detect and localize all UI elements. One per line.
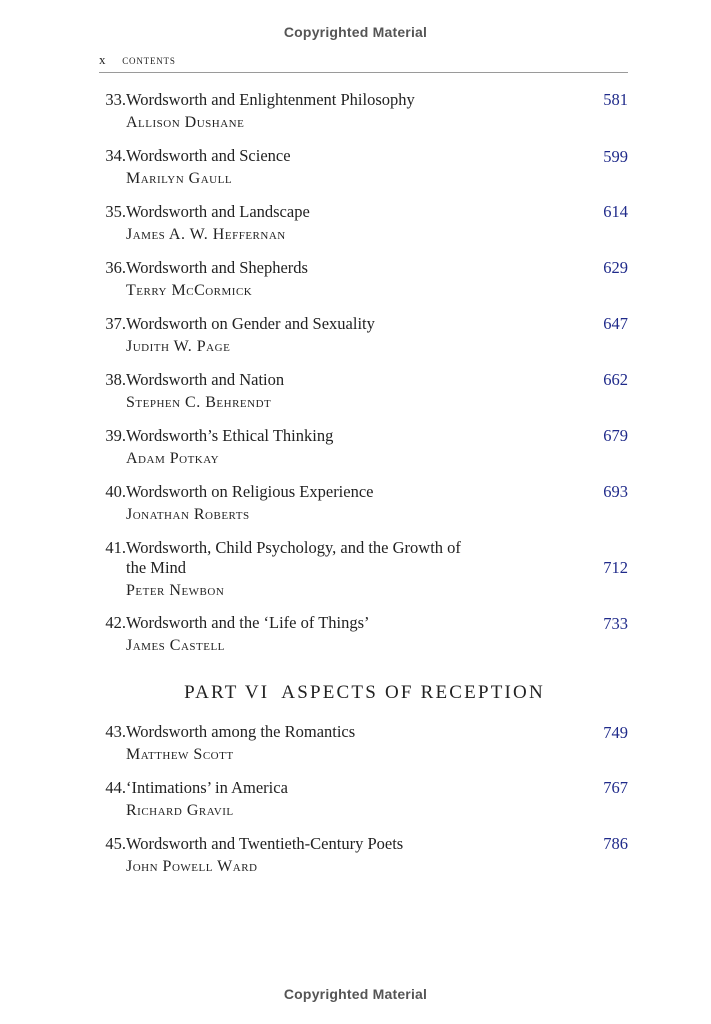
chapter-author: Peter Newbon [126,582,225,599]
page-number[interactable]: 581 [603,90,628,109]
chapter-number: 33. [105,90,126,109]
chapter-author: James A. W. Heffernan [126,226,286,243]
copyright-watermark-top: Copyrighted Material [283,24,428,40]
chapter-title: Wordsworth and the ‘Life of Things’ [126,613,370,632]
copyright-watermark-bottom: Copyrighted Material [283,986,428,1002]
page-number[interactable]: 629 [603,258,628,277]
page-number[interactable]: 614 [603,202,628,221]
page-number[interactable]: 662 [603,370,628,389]
header-rule [99,72,628,73]
chapter-title: Wordsworth among the Romantics [126,722,356,741]
chapter-title: ‘Intimations’ in America [126,778,288,797]
chapter-number: 35. [105,202,126,221]
chapter-author: Matthew Scott [126,746,234,763]
page-number[interactable]: 767 [603,778,628,797]
chapter-author: James Castell [126,637,225,654]
page-number[interactable]: 749 [603,723,628,742]
chapter-number: 42. [105,613,126,632]
page-number[interactable]: 679 [603,426,628,445]
chapter-author: Allison Dushane [126,114,245,131]
chapter-title: Wordsworth and Enlightenment Philosophy [126,90,415,109]
chapter-number: 38. [105,370,126,389]
chapter-number: 43. [105,722,126,741]
running-head-title: contents [122,52,176,67]
page-number[interactable]: 733 [603,614,628,633]
folio: x [99,52,106,67]
chapter-title: Wordsworth and Shepherds [126,258,308,277]
chapter-author: John Powell Ward [126,858,258,875]
chapter-title: Wordsworth and Nation [126,370,285,389]
chapter-number: 39. [105,426,126,445]
page-number[interactable]: 647 [603,314,628,333]
chapter-author: Judith W. Page [126,338,231,355]
chapter-title: Wordsworth and Science [126,146,291,165]
chapter-number: 36. [105,258,126,277]
part-heading [0,682,711,704]
page-number[interactable]: 786 [603,834,628,853]
chapter-title: Wordsworth and Twentieth-Century Poets [126,834,404,853]
page-number[interactable]: 693 [603,482,628,501]
chapter-author: Richard Gravil [126,802,234,819]
chapter-number: 41. [105,538,126,557]
chapter-author: Marilyn Gaull [126,170,233,187]
chapter-title: Wordsworth on Religious Experience [126,482,374,501]
page-number[interactable]: 599 [603,147,628,166]
chapter-author: Terry McCormick [126,282,253,299]
chapter-title: Wordsworth, Child Psychology, and the Growth of the Mind [126,538,461,577]
running-head [99,52,628,68]
chapter-author: Jonathan Roberts [126,506,250,523]
chapter-title: Wordsworth’s Ethical Thinking [126,426,334,445]
chapter-number: 44. [105,778,126,797]
chapter-number: 34. [105,146,126,165]
chapter-author: Adam Potkay [126,450,220,467]
chapter-number: 45. [105,834,126,853]
chapter-number: 37. [105,314,126,333]
chapter-title: Wordsworth and Landscape [126,202,310,221]
page-number[interactable]: 712 [603,558,628,577]
chapter-number: 40. [105,482,126,501]
chapter-author: Stephen C. Behrendt [126,394,272,411]
part-label: PART VI [184,682,270,703]
part-title: ASPECTS OF RECEPTION [281,682,545,703]
chapter-title: Wordsworth on Gender and Sexuality [126,314,375,333]
